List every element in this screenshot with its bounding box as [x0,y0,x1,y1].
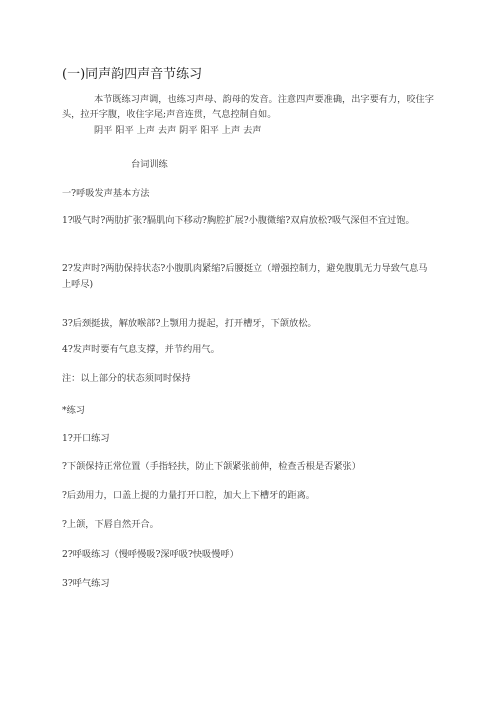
line-vocalize: 2?发声时?两肋保持状态?小腹肌肉紧缩?后腰挺立（增强控制力，避免腹肌无力导致气息马上呼尽) [62,263,428,290]
line-lips: ?上颌，下唇自然开合。 [62,519,159,530]
line-practice: *练习 [62,405,85,416]
line-support: 4?发声时要有气息支撑，并节约用气。 [62,344,220,355]
tones-line: 阴平 阳平 上声 去声 阴平 阳平 上声 去声 [94,125,262,136]
line-note: 注：以上部分的状态须同时保持 [62,373,191,384]
line-inhale: 1?吸气时?两肋扩张?膈肌向下移动?胸腔扩展?小腹微缩?双肩放松?吸气深但不宜过饱。 [62,215,415,226]
section-title: 台词训练 [131,159,168,170]
line-breath-practice: 2?呼吸练习（慢呼慢吸?深呼吸?快吸慢呼） [62,549,239,560]
line-jaw: ?下颌保持正常位置（手指轻扶，防止下颌紧张前伸，检查舌根是否紧张） [62,461,361,472]
line-open-mouth: 1?开口练习 [62,433,110,444]
line-neck: 3?后颈挺拔，解放喉部?上颚用力提起，打开槽牙，下颌放松。 [62,318,317,329]
intro-paragraph: 本节既练习声调，也练习声母、韵母的发音。注意四声要准确，出字要有力，咬住字头，拉开字腹，收住字尾;声音连贯，气息控制自如。 [62,94,434,120]
line-back-force: ?后劲用力，口盖上提的力量打开口腔，加大上下槽牙的距离。 [62,490,315,501]
section-heading: (一)同声韵四声音节练习 [62,67,203,82]
line-exhale-practice: 3?呼气练习 [62,578,110,589]
line-breathing-methods: 一?呼吸发声基本方法 [62,188,150,199]
